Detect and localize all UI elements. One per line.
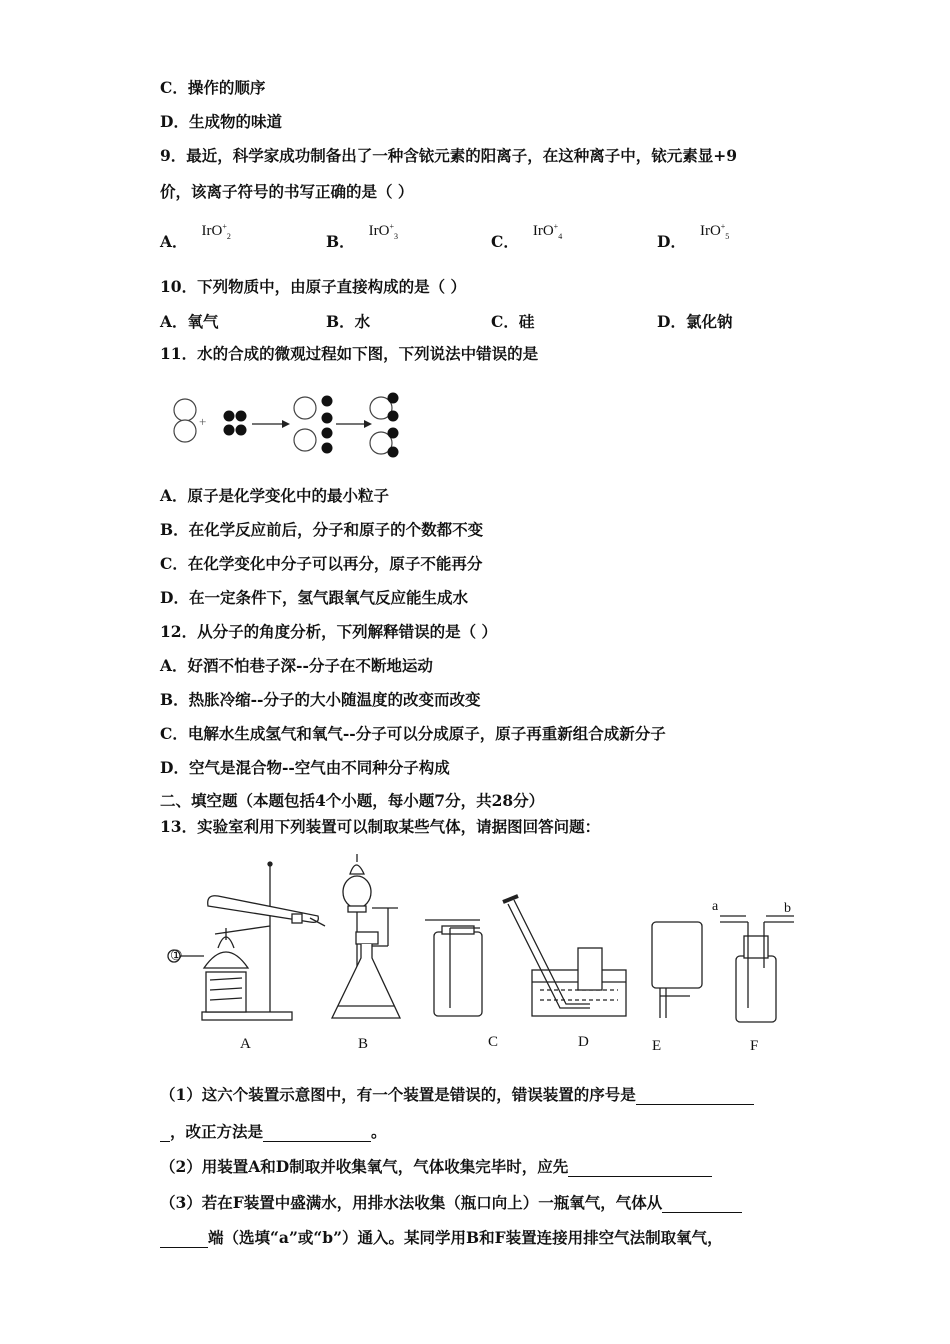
apparatus-label-f: F [750,1038,759,1054]
q13-part1-line2: ，改正方法是 。 [160,1122,387,1142]
apparatus-e [652,922,702,1018]
q9-stem-line2: 价，该离子符号的书写正确的是（ ） [160,182,414,201]
q13-part3-line1: （3）若在F装置中盛满水，用排水法收集（瓶口向上）一瓶氧气，气体从 [160,1193,742,1213]
q9-options [160,222,800,260]
q13-part3-line2: 端（选填“a”或“b”）通入。某同学用B和F装置连接用排空气法制取氧气， [160,1228,723,1248]
apparatus-label-a: A [240,1036,251,1052]
q12-option-b: B．热胀冷缩--分子的大小随温度的改变而改变 [160,690,481,709]
lab-apparatus-diagram [160,848,810,1060]
q10-option-c: C．硅 [491,312,535,331]
q12-option-a: A．好酒不怕巷子深--分子在不断地运动 [160,656,433,675]
q10-stem: 10．下列物质中，由原子直接构成的是（ ） [160,277,466,296]
q8-option-c: C．操作的顺序 [160,78,266,97]
answer-blank[interactable] [160,1231,208,1248]
apparatus-d [503,896,626,1016]
q10-option-b: B．水 [326,312,371,331]
marker-1: ① [170,949,183,964]
q8-option-d: D．生成物的味道 [160,112,282,131]
q11-option-d: D．在一定条件下，氢气跟氧气反应能生成水 [160,588,468,607]
answer-blank[interactable] [568,1160,712,1177]
q12-stem: 12．从分子的角度分析，下列解释错误的是（ ） [160,622,497,641]
apparatus-a [168,862,325,1020]
apparatus-b [332,854,400,1018]
q10-option-d: D．氯化钠 [657,312,733,331]
q9-option-a: A．IrO+$_2$ [160,222,231,251]
q13-part1-line1: （1）这六个装置示意图中，有一个装置是错误的，错误装置的序号是 [160,1085,754,1105]
apparatus-label-d: D [578,1034,589,1050]
plus-sign: + [199,414,207,429]
q11-option-c: C．在化学变化中分子可以再分，原子不能再分 [160,554,483,573]
apparatus-label-b: B [358,1036,369,1052]
molecule-reaction-diagram [168,388,408,468]
q12-option-c: C．电解水生成氢气和氧气--分子可以分成原子，原子再重新组合成新分子 [160,724,666,743]
apparatus-label-c: C [488,1034,499,1050]
port-b-label: b [784,901,791,916]
q12-option-d: D．空气是混合物--空气由不同种分子构成 [160,758,450,777]
answer-blank[interactable] [160,1125,170,1142]
q10-option-a: A．氧气 [160,312,219,331]
answer-blank[interactable] [636,1088,754,1105]
q9-option-d: D．IrO+$_5$ [657,222,730,251]
apparatus-c [425,920,482,1016]
section-title: 二、填空题（本题包括4个小题，每小题7分，共28分） [160,791,545,810]
q9-option-b: B．IrO+$_3$ [326,222,398,251]
answer-blank[interactable] [263,1125,371,1142]
q11-option-a: A．原子是化学变化中的最小粒子 [160,486,390,505]
q11-option-b: B．在化学反应前后，分子和原子的个数都不变 [160,520,484,539]
q9-stem-line1: 9．最近，科学家成功制备出了一种含铱元素的阳离子，在这种离子中，铱元素显+9 [160,146,738,165]
q9-option-c: C．IrO+$_4$ [491,222,563,251]
formula: IrO+$_5$ [699,222,730,241]
answer-blank[interactable] [662,1196,742,1213]
formula: IrO+$_2$ [201,222,231,241]
formula: IrO+$_3$ [368,222,398,241]
q13-part2: （2）用装置A和D制取并收集氧气，气体收集完毕时，应先 [160,1157,712,1177]
formula: IrO+$_4$ [532,222,563,241]
q11-stem: 11．水的合成的微观过程如下图，下列说法中错误的是 [160,344,539,363]
q13-stem: 13．实验室利用下列装置可以制取某些气体，请据图回答问题： [160,817,601,836]
q10-options [160,310,800,340]
port-a-label: a [712,899,719,914]
apparatus-label-e: E [652,1038,662,1054]
apparatus-f [720,916,794,1022]
